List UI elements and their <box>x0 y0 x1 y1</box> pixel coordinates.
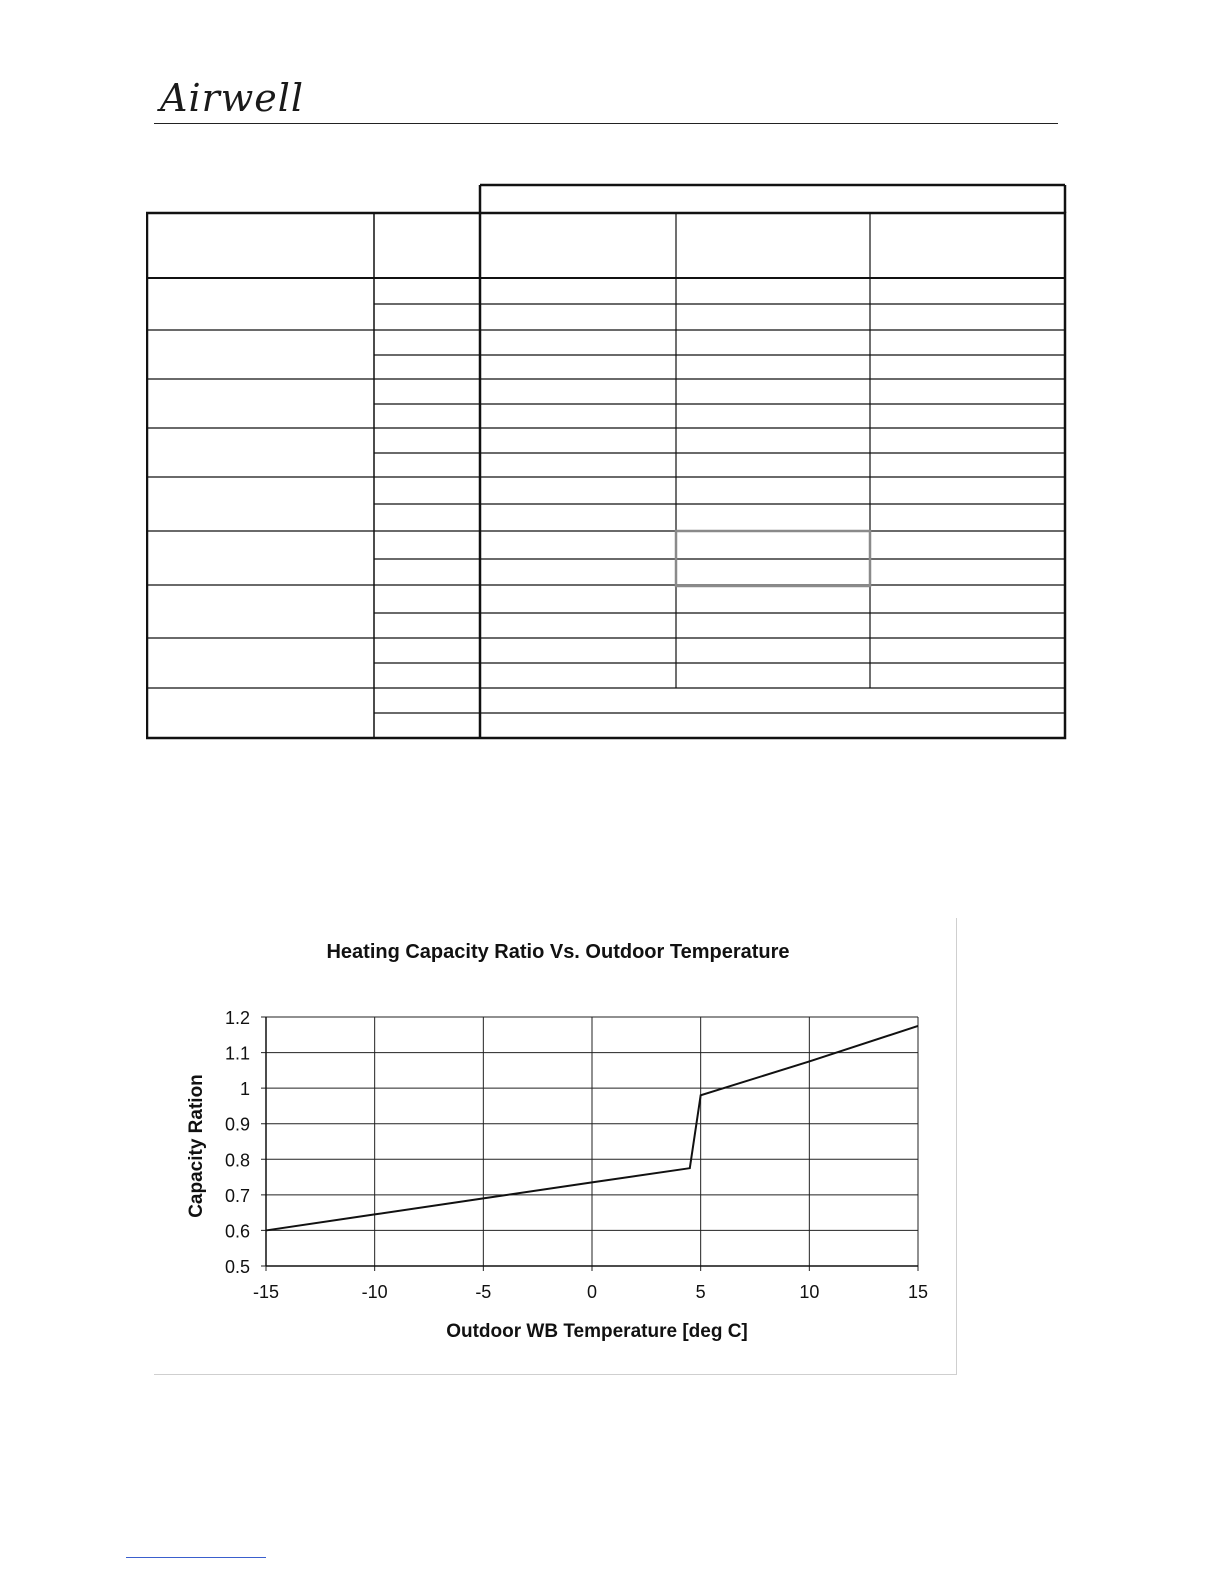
y-tick-label: 0.7 <box>224 1185 250 1206</box>
y-axis-label: Capacity Ration <box>186 1074 207 1218</box>
specification-table <box>146 183 1067 740</box>
y-tick-label: 0.9 <box>224 1114 250 1135</box>
heating-capacity-chart <box>154 918 957 1375</box>
x-tick-label: -15 <box>252 1282 280 1302</box>
x-tick-label: 0 <box>586 1282 598 1302</box>
table-grid <box>146 183 1067 740</box>
x-tick-label: 5 <box>695 1282 706 1302</box>
y-tick-label: 1.1 <box>224 1043 250 1064</box>
y-tick-label: 0.6 <box>224 1221 250 1242</box>
x-tick-label: 15 <box>907 1282 929 1302</box>
chart-canvas <box>154 918 956 1374</box>
x-tick-label: -10 <box>361 1282 388 1302</box>
airwell-logo: Airwell <box>160 76 305 120</box>
y-tick-label: 1 <box>239 1079 250 1100</box>
x-axis-label: Outdoor WB Temperature [deg C] <box>446 1321 748 1342</box>
x-tick-label: 10 <box>799 1282 820 1302</box>
y-tick-label: 0.5 <box>224 1257 250 1277</box>
x-tick-label: -5 <box>475 1282 492 1302</box>
header-divider <box>154 123 1058 124</box>
y-tick-label: 0.8 <box>224 1150 250 1171</box>
footer-link-underline[interactable] <box>126 1557 266 1558</box>
y-tick-label: 1.2 <box>224 1008 250 1028</box>
chart-title: Heating Capacity Ratio Vs. Outdoor Temperature <box>326 941 790 963</box>
